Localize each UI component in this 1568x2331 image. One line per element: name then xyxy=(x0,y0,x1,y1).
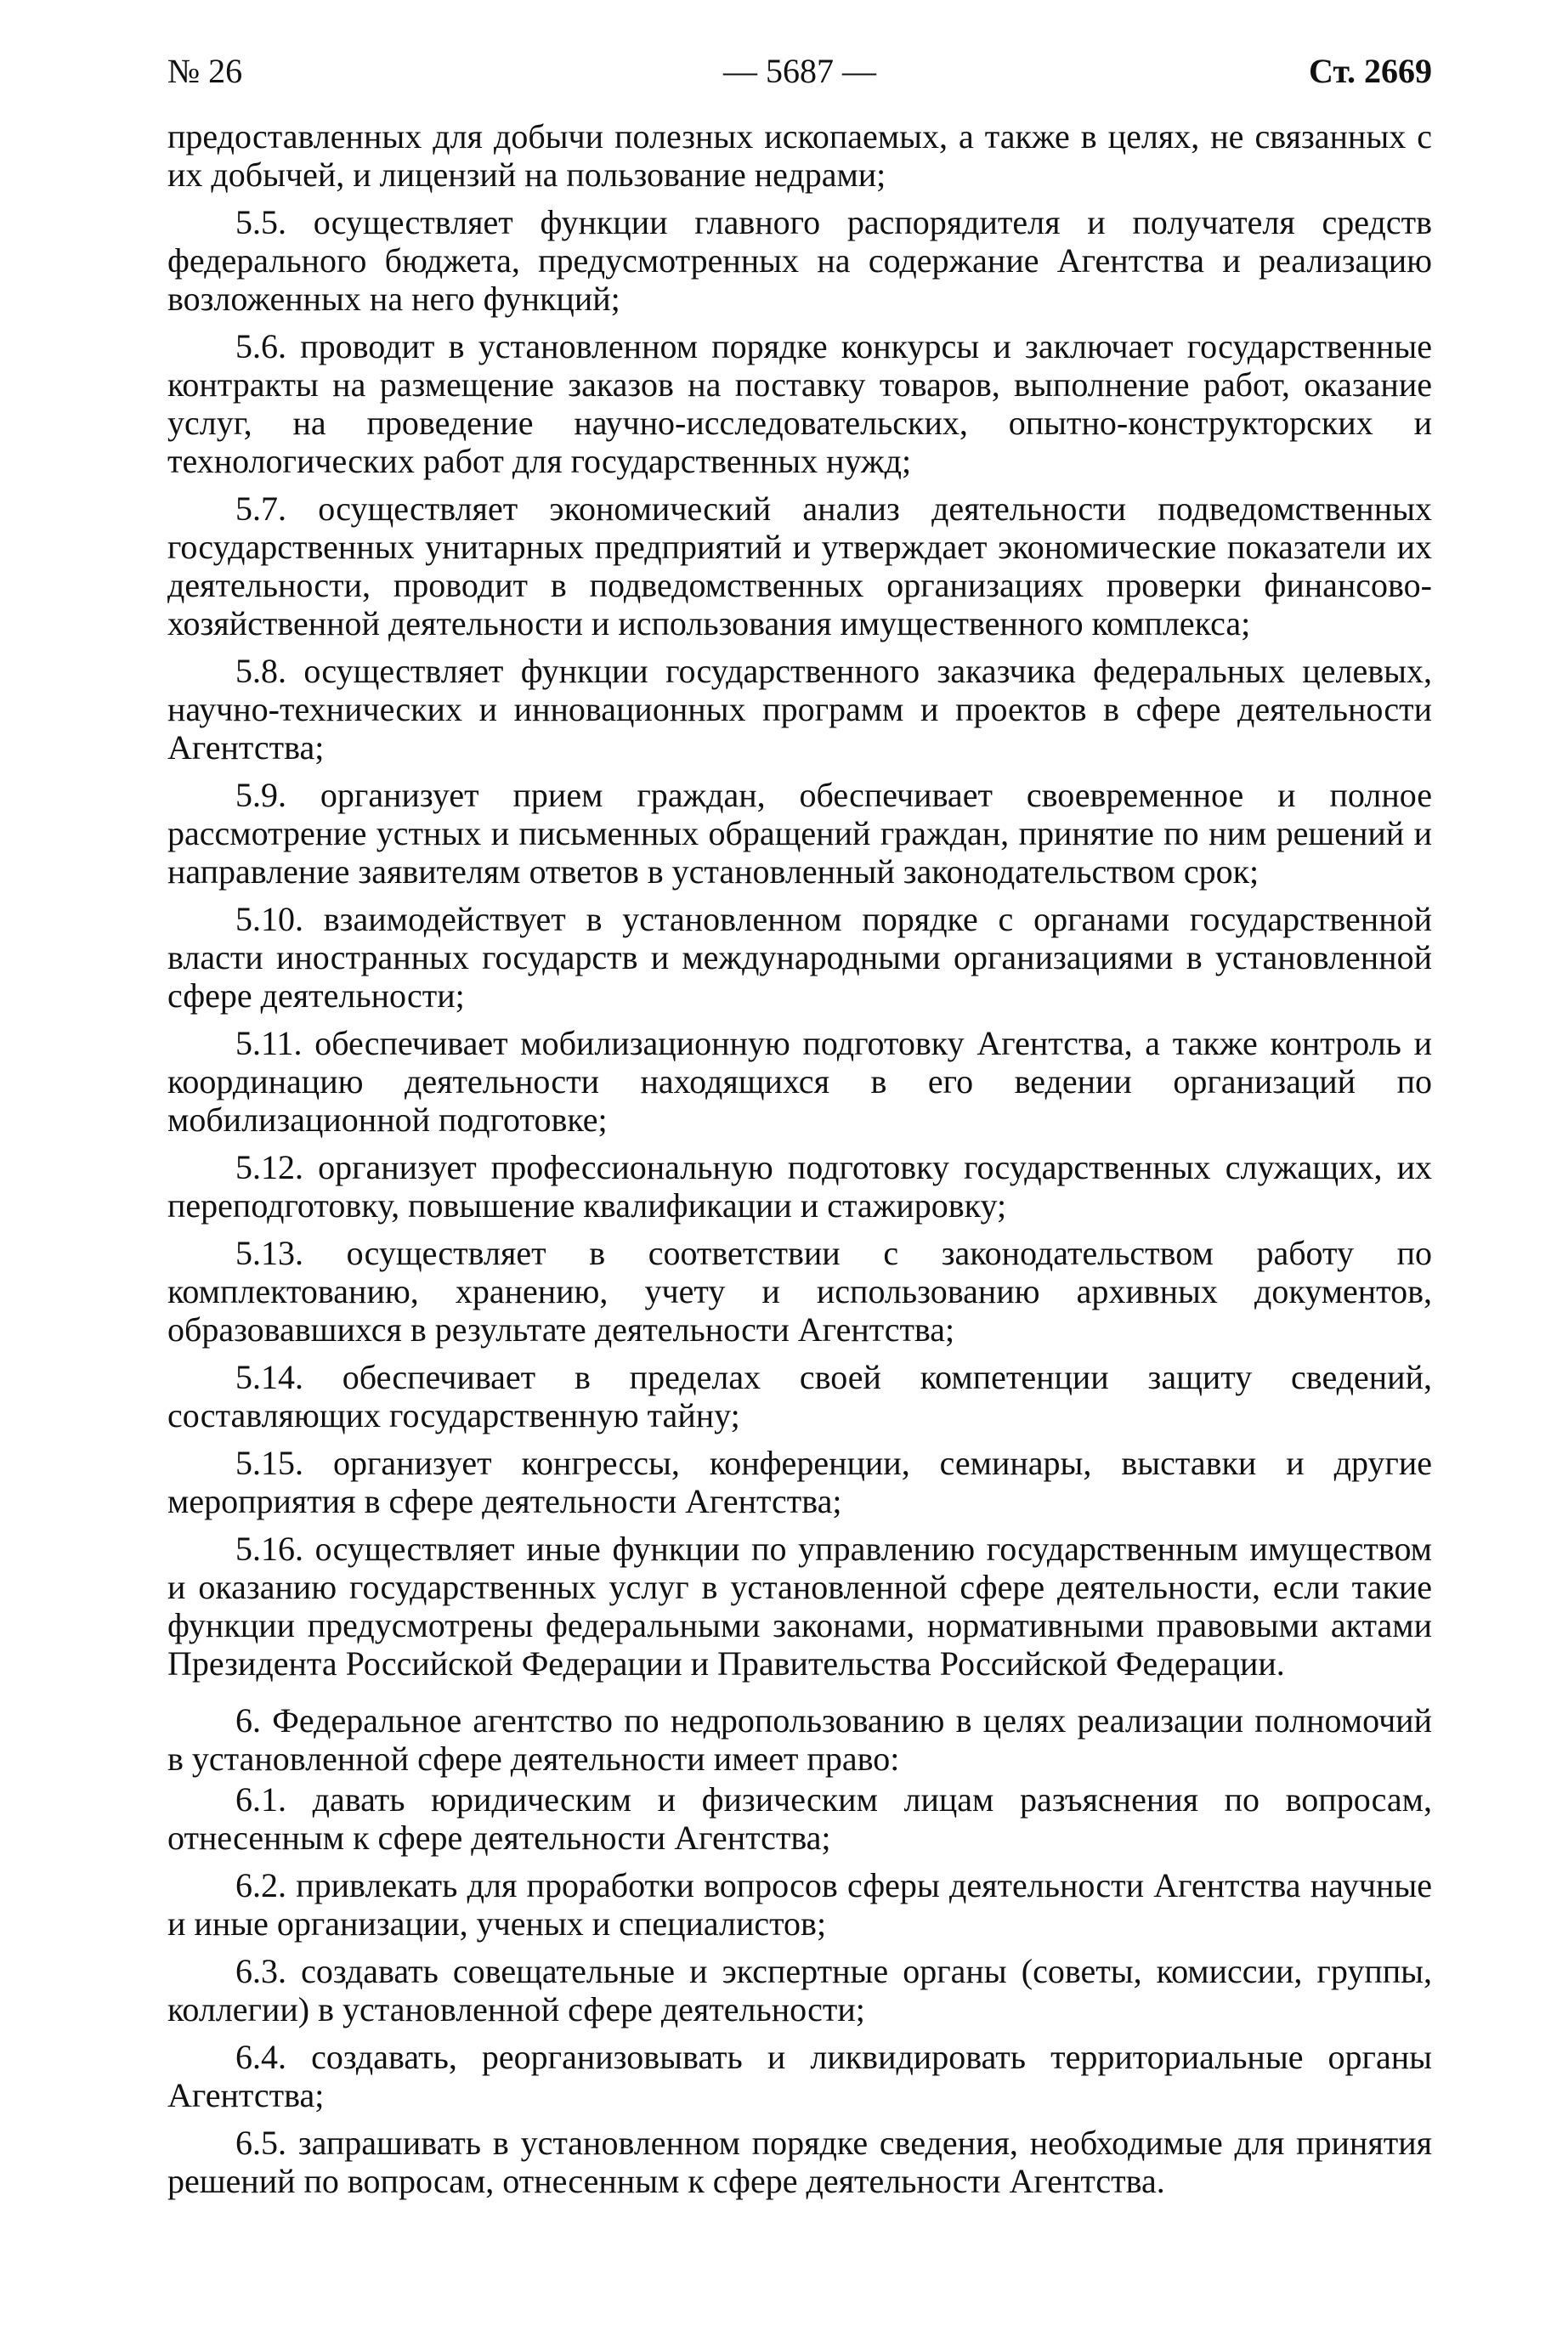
paragraph-5-8: 5.8. осуществляет функции государственного заказчика федеральных целевых, научно-технических и инновационных программ и проектов в сфере деятельности Агентства; xyxy=(167,652,1432,767)
page-number: — 5687 — xyxy=(723,52,876,90)
paragraph-5-11: 5.11. обеспечивает мобилизационную подготовку Агентства, а также контроль и координацию деятельности находящихся в его ведении организаций по мобилизационной подготовке; xyxy=(167,1024,1432,1139)
paragraph-5-15: 5.15. организует конгрессы, конференции, семинары, выставки и другие мероприятия в сфере деятельности Агентства; xyxy=(167,1444,1432,1520)
paragraph-5-16: 5.16. осуществляет иные функции по управлению государственным имуществом и оказанию государственных услуг в установленной сфере деятельности, если такие функции предусмотрены федеральными законами, нормативными правовыми актами Президента Российской Федерации и Правительства Российской Федерации. xyxy=(167,1530,1432,1683)
paragraph-6: 6. Федеральное агентство по недропользованию в целях реализации полномочий в установленной сфере деятельности имеет право: xyxy=(167,1701,1432,1778)
issue-number: № 26 xyxy=(167,52,243,90)
paragraph-5-5: 5.5. осуществляет функции главного распорядителя и получателя средств федерального бюджета, предусмотренных на содержание Агентства и реализацию возложенных на него функций; xyxy=(167,203,1432,318)
paragraph-5-12: 5.12. организует профессиональную подготовку государственных служащих, их переподготовку, повышение квалификации и стажировку; xyxy=(167,1148,1432,1225)
paragraph-6-3: 6.3. создавать совещательные и экспертные органы (советы, комиссии, группы, коллегии) в установленной сфере деятельности; xyxy=(167,1952,1432,2028)
page-header xyxy=(167,44,1432,99)
paragraph-5-13: 5.13. осуществляет в соответствии с законодательством работу по комплектованию, хранению, учету и использованию архивных документов, образовавшихся в результате деятельности Агентства; xyxy=(167,1234,1432,1349)
document-body xyxy=(167,117,1432,2209)
article-number: Ст. 2669 xyxy=(1309,52,1432,90)
paragraph-5-7: 5.7. осуществляет экономический анализ деятельности подведомственных государственных унитарных предприятий и утверждает экономические показатели их деятельности, проводит в подведомственных организациях проверки финансово-хозяйственной деятельности и использования имущественного комплекса; xyxy=(167,489,1432,642)
paragraph-6-5: 6.5. запрашивать в установленном порядке сведения, необходимые для принятия решений по вопросам, отнесенным к сфере деятельности Агентства. xyxy=(167,2124,1432,2200)
paragraph-5-6: 5.6. проводит в установленном порядке конкурсы и заключает государственные контракты на размещение заказов на поставку товаров, выполнение работ, оказание услуг, на проведение научно-исследовательских, опытно-конструкторских и технологических работ для государственных нужд; xyxy=(167,327,1432,480)
paragraph-6-2: 6.2. привлекать для проработки вопросов сферы деятельности Агентства научные и иные организации, ученых и специалистов; xyxy=(167,1866,1432,1943)
paragraph-5-9: 5.9. организует прием граждан, обеспечивает своевременное и полное рассмотрение устных и письменных обращений граждан, принятие по ним решений и направление заявителям ответов в установленный законодательством срок; xyxy=(167,776,1432,891)
paragraph-6-1: 6.1. давать юридическим и физическим лицам разъяснения по вопросам, отнесенным к сфере деятельности Агентства; xyxy=(167,1780,1432,1857)
paragraph-6-4: 6.4. создавать, реорганизовывать и ликвидировать территориальные органы Агентства; xyxy=(167,2038,1432,2114)
paragraph-5-10: 5.10. взаимодействует в установленном порядке с органами государственной власти иностранных государств и международными организациями в установленной сфере деятельности; xyxy=(167,900,1432,1015)
paragraph-5-14: 5.14. обеспечивает в пределах своей компетенции защиту сведений, составляющих государственную тайну; xyxy=(167,1358,1432,1434)
paragraph-continuation: предоставленных для добычи полезных ископаемых, а также в целях, не связанных с их добычей, и лицензий на пользование недрами; xyxy=(167,117,1432,194)
